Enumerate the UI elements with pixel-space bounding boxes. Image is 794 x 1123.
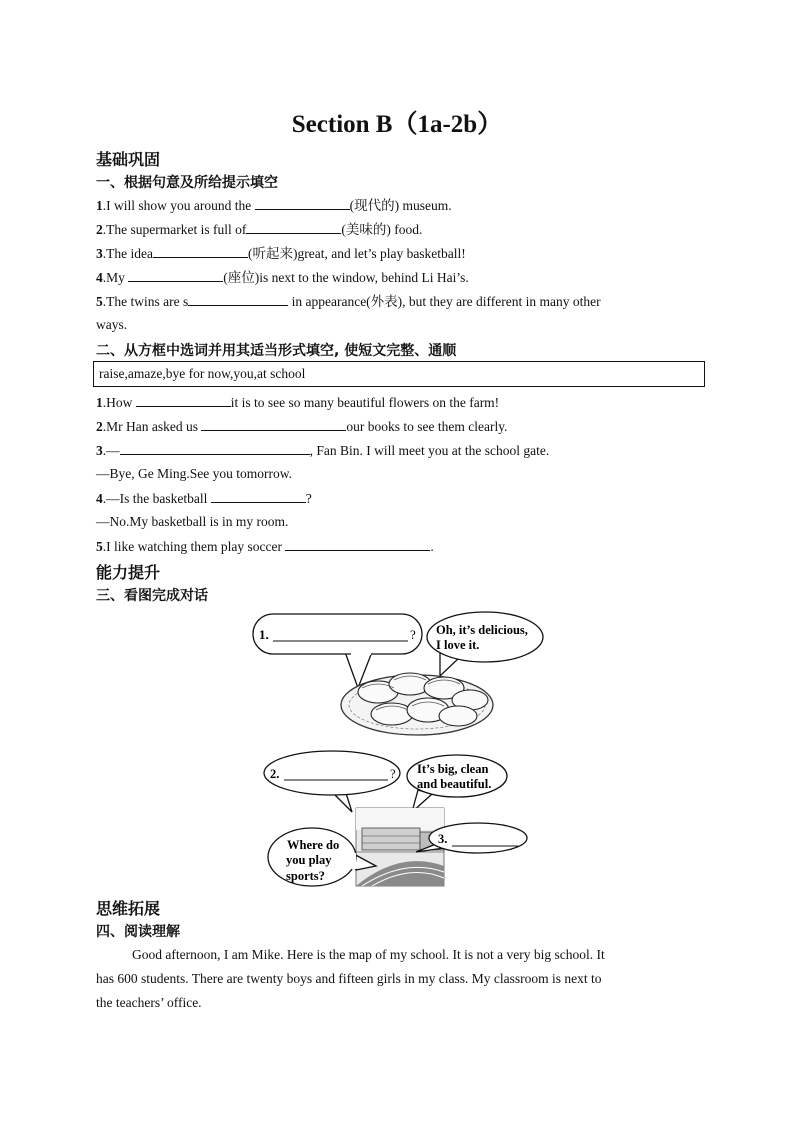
svg-text:?: ? (410, 627, 416, 642)
speech-bubble-3 (264, 751, 400, 812)
exercise-4-instructions: 四、阅读理解 (96, 924, 180, 940)
reading-passage-line-2: has 600 students. There are twenty boys and fifteen girls in my class. My classroom is next to (96, 971, 602, 986)
bubble-6-label: 3. (438, 832, 448, 846)
svg-text:Oh, it’s delicious,: Oh, it’s delicious, (436, 623, 528, 637)
bubble-1-label: 1. (259, 627, 269, 642)
question-2-3: 3.— , Fan Bin. I will meet you at the school gate. (96, 443, 550, 458)
question-2-2: 2.Mr Han asked us our books to see them clearly. (96, 419, 508, 434)
question-2-4: 4.—Is the basketball ? (96, 491, 312, 506)
svg-text:?: ? (390, 767, 396, 781)
dumpling-plate-image (341, 673, 493, 735)
question-1-2: 2.The supermarket is full of (美味的) food. (96, 222, 423, 237)
question-1-1: 1.I will show you around the (现代的) museum. (96, 198, 452, 213)
speech-bubble-4 (407, 755, 507, 812)
svg-text:I love it.: I love it. (436, 638, 480, 652)
question-2-1: 1.How it is to see so many beautiful flowers on the farm! (96, 395, 500, 410)
svg-text:It’s big, clean: It’s big, clean (417, 762, 489, 776)
question-1-5-continued: ways. (96, 317, 128, 332)
svg-text:sports?: sports? (286, 869, 325, 883)
question-2-4-reply: —No.My basketball is in my room. (96, 514, 289, 529)
svg-text:you play: you play (286, 853, 332, 867)
word-box: raise,amaze,bye for now,you,at school (93, 361, 705, 387)
question-2-3-reply: —Bye, Ge Ming.See you tomorrow. (96, 466, 292, 481)
section-heading-basic: 基础巩固 (96, 150, 161, 169)
exercise-1-instructions: 一、根据句意及所给提示填空 (96, 175, 278, 191)
question-1-4: 4.My (座位)is next to the window, behind Li Hai’s. (96, 270, 469, 285)
question-1-3: 3.The idea (听起来)great, and let’s play basketball! (96, 246, 466, 261)
exercise-2-instructions: 二、从方框中选词并用其适当形式填空, 使短文完整、通顺 (96, 343, 457, 359)
exercise-3-instructions: 三、看图完成对话 (96, 588, 208, 604)
page-title: Section B（1a-2b） (291, 111, 503, 138)
svg-text:and beautiful.: and beautiful. (417, 777, 492, 791)
reading-passage-line-1: Good afternoon, I am Mike. Here is the map of my school. It is not a very big school. It (132, 947, 605, 962)
svg-text:Where do: Where do (287, 838, 340, 852)
question-2-5: 5.I like watching them play soccer . (96, 539, 434, 554)
bubble-3-label: 2. (270, 767, 280, 781)
section-heading-extend: 思维拓展 (96, 899, 161, 918)
question-1-5: 5.The twins are s in appearance(外表), but they are different in many other (96, 294, 601, 309)
speech-bubble-2 (427, 612, 543, 676)
section-heading-improve: 能力提升 (96, 563, 161, 582)
reading-passage-line-3: the teachers’ office. (96, 995, 202, 1010)
